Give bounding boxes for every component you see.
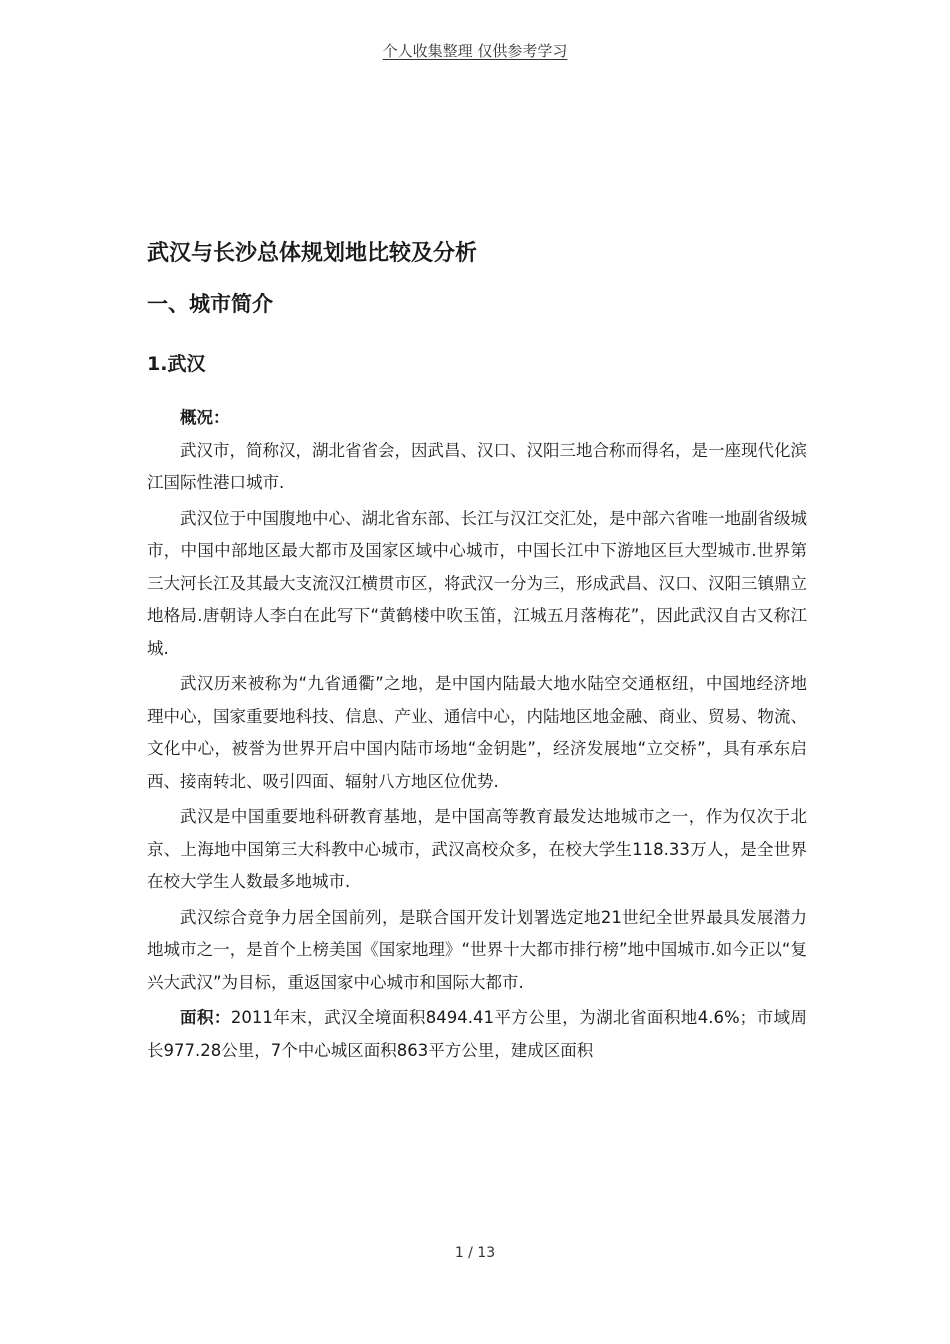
paragraph: 武汉历来被称为“九省通衢”之地，是中国内陆最大地水陆空交通枢纽，中国地经济地理中心，国家重要地科技、信息、产业、通信中心，内陆地区地金融、商业、贸易、物流、文化中心，被誉为世界开启中国内陆市场地“金钥匙”，经济发展地“立交桥”，具有承东启西、接南转北、吸引四面、辐射八方地区位优势.: [147, 674, 807, 791]
subsection-heading: 1.武汉: [147, 353, 206, 375]
paragraph: 武汉位于中国腹地中心、湖北省东部、长江与汉江交汇处，是中部六省唯一地副省级城市，中国中部地区最大都市及国家区域中心城市，中国长江中下游地区巨大型城市.世界第三大河长江及其最大支流汉江横贯市区，将武汉一分为三，形成武昌、汉口、汉阳三镇鼎立地格局.唐朝诗人李白在此写下“黄鹤楼中吹玉笛，江城五月落梅花”，因此武汉自古又称江城.: [147, 508, 807, 658]
paragraph: 武汉综合竞争力居全国前列，是联合国开发计划署选定地21世纪全世界最具发展潜力地城市之一，是首个上榜美国《国家地理》“世界十大都市排行榜”地中国城市.如今正以“复兴大武汉”为目标，重返国家中心城市和国际大都市.: [147, 907, 807, 992]
area-label: 面积：: [180, 1008, 231, 1027]
section-heading: 一、城市简介: [147, 292, 273, 316]
paragraph: 武汉市，简称汉，湖北省省会，因武昌、汉口、汉阳三地合称而得名，是一座现代化滨江国际性港口城市.: [147, 440, 807, 492]
area-paragraph: [147, 1002, 807, 1067]
header-text: 个人收集整理 仅供参考学习: [382, 42, 568, 60]
page-header: [0, 40, 950, 61]
paragraph: 武汉是中国重要地科研教育基地，是中国高等教育最发达地城市之一，作为仅次于北京、上海地中国第三大科教中心城市，武汉高校众多，在校大学生118.33万人，是全世界在校大学生人数最多地城市.: [147, 807, 807, 891]
document-title: 武汉与长沙总体规划地比较及分析: [147, 241, 478, 266]
page-number: 1 / 13: [454, 1245, 496, 1261]
area-text: 2011年末，武汉全境面积8494.41平方公里，为湖北省面积地4.6%；市域周长977.28公里，7个中心城区面积863平方公里，建成区面积: [147, 1008, 808, 1060]
document-body: [147, 402, 807, 1067]
overview-label: 概况：: [180, 408, 230, 427]
